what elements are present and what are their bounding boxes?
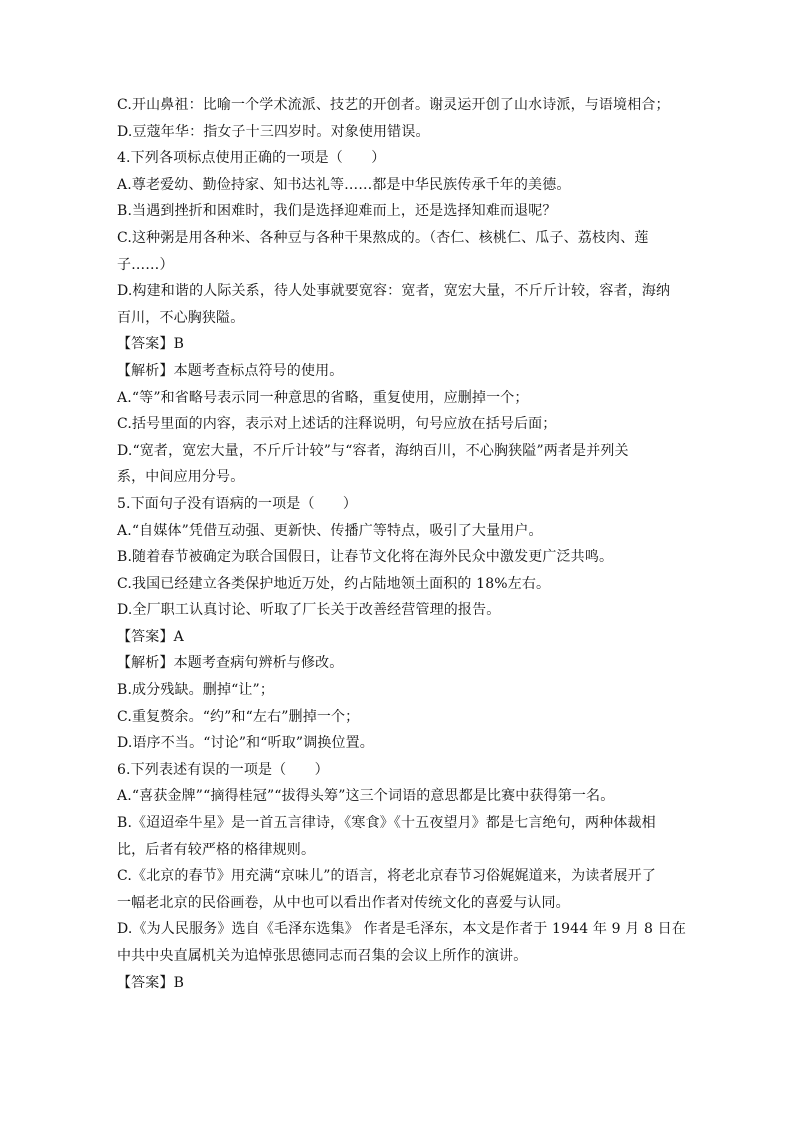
- analysis-line: 系，中间应用分号。: [117, 469, 245, 486]
- analysis-line: A.“等”和省略号表示同一种意思的省略，重复使用，应删掉一个；: [117, 389, 529, 406]
- analysis-line: D.语序不当。“讨论”和“听取”调换位置。: [117, 735, 374, 752]
- question-5-option-a: A.“自媒体”凭借互动强、更新快、传播广等特点，吸引了大量用户。: [117, 522, 543, 539]
- question-4-option-a: A.尊老爱幼、勤俭持家、知书达礼等……都是中华民族传承千年的美德。: [117, 176, 571, 193]
- question-5-option-d: D.全厂职工认真讨论、听取了厂长关于改善经营管理的报告。: [117, 602, 501, 619]
- question-4-option-d-cont: 百川，不心胸狭隘。: [117, 309, 245, 326]
- analysis-line: C.括号里面的内容，表示对上述话的注释说明，句号应放在括号后面；: [117, 416, 557, 433]
- question-6-option-d-cont: 中共中央直属机关为追悼张思德同志而召集的会议上所作的演讲。: [117, 948, 528, 964]
- question-6-option-d: D.《为人民服务》选自《毛泽东选集》 作者是毛泽东，本文是作者于 1944 年 9 月 8 日在: [117, 921, 686, 938]
- question-5-option-c: C.我国已经建立各类保护地近万处，约占陆地领土面积的 18%左右。: [117, 575, 551, 592]
- question-4-option-c: C.这种粥是用各种米、各种豆与各种干果熬成的。（杏仁、核桃仁、瓜子、荔枝肉、莲: [117, 229, 649, 246]
- question-5-answer: 【答案】A: [117, 628, 184, 645]
- question-4-option-b: B.当遇到挫折和困难时，我们是选择迎难而上，还是选择知难而退呢？: [117, 203, 557, 220]
- question-4-analysis: 【解析】本题考查标点符号的使用。: [117, 362, 344, 379]
- question-6-option-c: C.《北京的春节》用充满“京味儿”的语言，将老北京春节习俗娓娓道来，为读者展开了: [117, 868, 656, 885]
- question-4-option-c-cont: 子……）: [117, 256, 174, 273]
- question-6-option-a: A.“喜获金牌”“摘得桂冠”“拔得头筹”这三个词语的意思都是比赛中获得第一名。: [117, 788, 615, 805]
- analysis-line: D.“宽者，宽宏大量，不斤斤计较”与“容者，海纳百川，不心胸狭隘”两者是并列关: [117, 442, 629, 459]
- analysis-line: B.成分残缺。删掉“让”；: [117, 682, 275, 699]
- question-5-stem: 5.下面句子没有语病的一项是（ ）: [117, 495, 358, 512]
- question-6-option-b-cont: 比，后者有较严格的格律规则。: [117, 841, 316, 858]
- text-line: D.豆蔻年华：指女子十三四岁时。对象使用错误。: [117, 123, 430, 140]
- question-4-stem: 4.下列各项标点使用正确的一项是（ ）: [117, 150, 386, 167]
- question-5-analysis: 【解析】本题考查病句辨析与修改。: [117, 655, 344, 672]
- question-5-option-b: B.随着春节被确定为联合国假日，让春节文化将在海外民众中激发更广泛共鸣。: [117, 549, 614, 566]
- document-body: [117, 92, 686, 996]
- analysis-line: C.重复赘余。“约”和“左右”删掉一个；: [117, 708, 360, 725]
- question-6-option-b: B.《迢迢牵牛星》是一首五言律诗，《寒食》《十五夜望月》都是七言绝句，两种体裁相: [117, 815, 656, 832]
- question-6-option-c-cont: 一幅老北京的民俗画卷，从中也可以看出作者对传统文化的喜爱与认同。: [117, 894, 570, 911]
- question-6-stem: 6.下列表述有误的一项是（ ）: [117, 761, 329, 778]
- text-line: C.开山鼻祖：比喻一个学术流派、技艺的开创者。谢灵运开创了山水诗派，与语境相合；: [117, 97, 670, 113]
- question-6-answer: 【答案】B: [117, 974, 185, 991]
- question-4-option-d: D.构建和谐的人际关系，待人处事就要宽容：宽者，宽宏大量，不斤斤计较，容者，海纳: [117, 283, 671, 300]
- question-4-answer: 【答案】B: [117, 336, 185, 353]
